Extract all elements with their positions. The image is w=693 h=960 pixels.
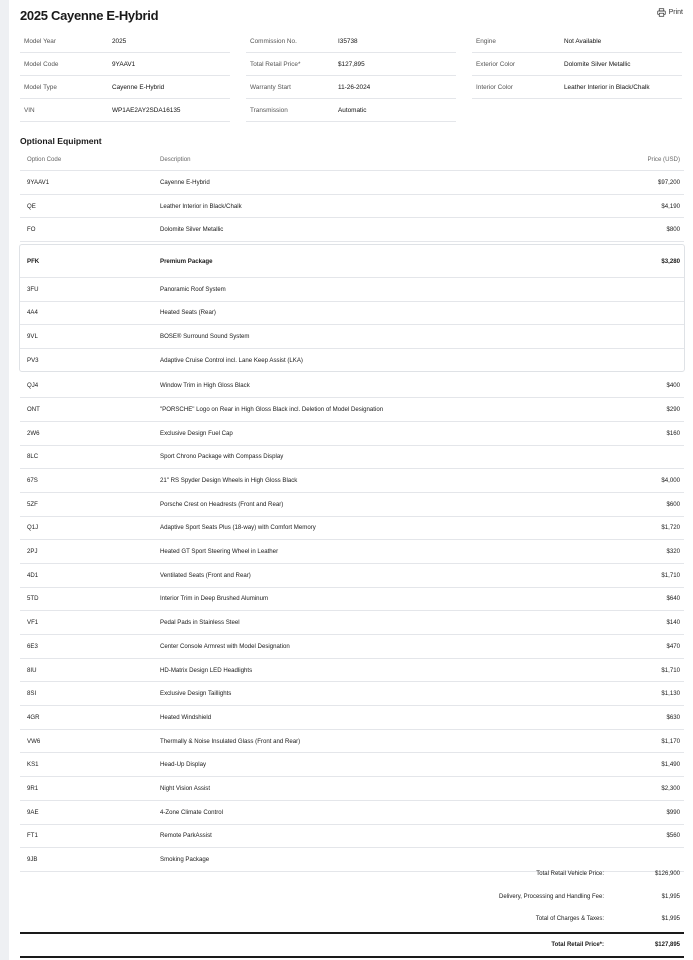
spec-row (246, 30, 456, 53)
option-code: Q1J (27, 524, 39, 532)
spec-value: 11-26-2024 (338, 83, 371, 91)
option-code: FO (27, 226, 36, 234)
rows-before-package (20, 171, 684, 242)
spec-label: Warranty Start (250, 83, 291, 91)
table-row (20, 777, 684, 801)
option-description: Adaptive Sport Seats Plus (18-way) with Comfort Memory (160, 524, 316, 532)
spec-label: VIN (24, 106, 35, 114)
option-code: 3FU (27, 285, 39, 293)
table-row (20, 588, 684, 612)
table-row (20, 325, 684, 349)
header-price: Price (USD) (647, 155, 680, 163)
option-code: KS1 (27, 761, 39, 769)
spec-label: Total Retail Price* (250, 60, 301, 68)
option-price: $320 (666, 548, 680, 556)
spec-label: Commission No. (250, 37, 297, 45)
option-description: Smoking Package (160, 856, 210, 864)
option-description: Porsche Crest on Headrests (Front and Rear) (160, 500, 284, 508)
table-row (20, 493, 684, 517)
spec-label: Transmission (250, 106, 288, 114)
option-code: QJ4 (27, 382, 39, 390)
option-code: 9AE (27, 808, 39, 816)
spec-row (246, 53, 456, 76)
option-description: Panoramic Roof System (160, 285, 226, 293)
option-price: $560 (666, 832, 680, 840)
option-code: 4A4 (27, 309, 38, 317)
option-description: 21" RS Spyder Design Wheels in High Gloss Black (160, 477, 298, 485)
spec-label: Exterior Color (476, 60, 516, 68)
total-value: $127,895 (654, 941, 680, 948)
printer-icon (657, 8, 666, 17)
spec-value: Leather Interior in Black/Chalk (564, 83, 650, 91)
option-description: Thermally & Noise Insulated Glass (Front and Rear) (160, 737, 301, 745)
premium-package-group (19, 244, 685, 372)
option-code: 9VL (27, 333, 38, 341)
spec-row (20, 99, 230, 122)
summary-value: $126,900 (654, 871, 680, 878)
page-title: 2025 Cayenne E-Hybrid (20, 8, 159, 23)
spec-value: I35738 (338, 37, 358, 45)
print-label: Print (668, 9, 683, 16)
table-row (20, 825, 684, 849)
table-row (20, 446, 684, 470)
option-price: $1,720 (661, 524, 680, 532)
total-retail-price-row (20, 932, 684, 958)
option-code: 5ZF (27, 500, 38, 508)
spec-row (20, 53, 230, 76)
rows-after-package (20, 374, 684, 871)
option-price: $630 (666, 713, 680, 721)
option-price: $800 (666, 226, 680, 234)
option-description: HD-Matrix Design LED Headlights (160, 666, 253, 674)
package-description: Premium Package (160, 257, 213, 265)
option-description: Interior Trim in Deep Brushed Aluminum (160, 595, 269, 603)
spec-value: Cayenne E-Hybrid (112, 83, 165, 91)
table-header (20, 148, 684, 171)
header-description: Description (160, 155, 191, 163)
option-code: 9JB (27, 856, 38, 864)
package-row (20, 245, 684, 278)
option-code: 8SI (27, 690, 37, 698)
summary-label: Total Retail Vehicle Price: (536, 871, 604, 878)
option-description: Heated GT Sport Steering Wheel in Leather (160, 548, 279, 556)
option-description: Leather Interior in Black/Chalk (160, 202, 242, 210)
spec-value: Dolomite Silver Metallic (564, 60, 631, 68)
option-price: $140 (666, 619, 680, 627)
table-row (20, 659, 684, 683)
option-price: $97,200 (657, 178, 680, 186)
spec-value: 2025 (112, 37, 127, 45)
table-row (20, 682, 684, 706)
summary-label: Total of Charges & Taxes: (535, 916, 604, 923)
option-description: BOSE® Surround Sound System (160, 333, 250, 341)
spec-label: Model Year (24, 37, 56, 45)
option-price: $290 (666, 405, 680, 413)
spec-label: Engine (476, 37, 496, 45)
spec-value: Not Available (564, 37, 602, 45)
table-row (20, 564, 684, 588)
print-button[interactable] (657, 8, 683, 17)
table-row (20, 730, 684, 754)
option-description: 4-Zone Climate Control (160, 808, 223, 816)
spec-value: WP1AE2AY2SDA16135 (112, 106, 181, 114)
table-row (20, 753, 684, 777)
option-code: 5TD (27, 595, 39, 603)
option-code: FT1 (27, 832, 38, 840)
table-row (20, 278, 684, 302)
option-code: 9R1 (27, 784, 39, 792)
option-description: Head-Up Display (160, 761, 207, 769)
option-price: $160 (666, 429, 680, 437)
option-description: Remote ParkAssist (160, 832, 212, 840)
option-description: Center Console Armrest with Model Designation (160, 642, 290, 650)
table-row (20, 635, 684, 659)
summary-row (20, 886, 684, 909)
option-code: VW6 (27, 737, 41, 745)
option-description: Exclusive Design Fuel Cap (160, 429, 233, 437)
optional-equipment-table (20, 148, 684, 872)
spec-value: $127,895 (338, 60, 365, 68)
table-row (20, 469, 684, 493)
option-code: 4D1 (27, 571, 39, 579)
option-price: $990 (666, 808, 680, 816)
option-code: 8LC (27, 453, 39, 461)
option-description: Adaptive Cruise Control incl. Lane Keep Assist (LKA) (160, 356, 303, 364)
spec-label: Model Code (24, 60, 59, 68)
spec-row (246, 99, 456, 122)
option-price: $4,000 (661, 477, 680, 485)
spec-row (472, 76, 682, 99)
spec-row (472, 53, 682, 76)
package-code: PFK (27, 257, 40, 265)
option-description: Heated Seats (Rear) (160, 309, 216, 317)
option-description: "PORSCHE" Logo on Rear in High Gloss Black incl. Deletion of Model Designation (160, 405, 384, 413)
option-code: 6E3 (27, 642, 38, 650)
package-items (20, 278, 684, 371)
specs-column-3 (472, 30, 682, 99)
spec-row (20, 76, 230, 99)
option-description: Cayenne E-Hybrid (160, 178, 210, 186)
option-code: 2W6 (27, 429, 40, 437)
spec-value: 9YAAV1 (112, 60, 136, 68)
option-code: 8IU (27, 666, 37, 674)
table-row (20, 706, 684, 730)
table-row (20, 398, 684, 422)
option-price: $1,170 (661, 737, 680, 745)
option-description: Sport Chrono Package with Compass Display (160, 453, 284, 461)
option-price: $2,300 (661, 784, 680, 792)
summary-rows (20, 863, 684, 931)
option-price: $470 (666, 642, 680, 650)
option-description: Pedal Pads in Stainless Steel (160, 619, 240, 627)
option-description: Dolomite Silver Metallic (160, 226, 224, 234)
summary-row (20, 908, 684, 931)
summary-value: $1,995 (661, 893, 680, 900)
option-code: PV3 (27, 356, 39, 364)
summary-label: Delivery, Processing and Handling Fee: (499, 893, 604, 900)
package-price: $3,280 (661, 257, 680, 265)
option-code: VF1 (27, 619, 39, 627)
option-price: $1,490 (661, 761, 680, 769)
option-description: Night Vision Assist (160, 784, 211, 792)
spec-label: Interior Color (476, 83, 513, 91)
spec-row (246, 76, 456, 99)
option-description: Exclusive Design Taillights (160, 690, 232, 698)
summary-value: $1,995 (661, 916, 680, 923)
option-price: $400 (666, 382, 680, 390)
option-description: Heated Windshield (160, 713, 212, 721)
table-row (20, 171, 684, 195)
specs-column-2 (246, 30, 456, 122)
table-row (20, 422, 684, 446)
option-code: 4GR (27, 713, 40, 721)
table-row (20, 374, 684, 398)
option-description: Window Trim in High Gloss Black (160, 382, 250, 390)
option-price: $600 (666, 500, 680, 508)
vehicle-sticker-page (9, 0, 693, 960)
spec-row (472, 30, 682, 53)
spec-row (20, 30, 230, 53)
table-row (20, 195, 684, 219)
table-row (20, 218, 684, 242)
table-row (20, 302, 684, 326)
option-code: 2PJ (27, 548, 38, 556)
table-row (20, 517, 684, 541)
spec-label: Model Type (24, 83, 57, 91)
total-label: Total Retail Price*: (551, 941, 604, 948)
spec-value: Automatic (338, 106, 367, 114)
table-row (20, 611, 684, 635)
option-code: 9YAAV1 (27, 178, 50, 186)
option-code: QE (27, 202, 36, 210)
option-price: $1,130 (661, 690, 680, 698)
summary-row (20, 863, 684, 886)
option-code: ONT (27, 405, 40, 413)
option-price: $1,710 (661, 571, 680, 579)
option-price: $1,710 (661, 666, 680, 674)
table-row (20, 540, 684, 564)
option-description: Ventilated Seats (Front and Rear) (160, 571, 251, 579)
option-price: $640 (666, 595, 680, 603)
header-option-code: Option Code (27, 155, 62, 163)
optional-equipment-title: Optional Equipment (20, 136, 102, 146)
table-row (20, 801, 684, 825)
table-row (20, 349, 684, 372)
specs-column-1 (20, 30, 230, 122)
option-code: 67S (27, 477, 38, 485)
price-summary (20, 863, 684, 958)
option-price: $4,190 (661, 202, 680, 210)
